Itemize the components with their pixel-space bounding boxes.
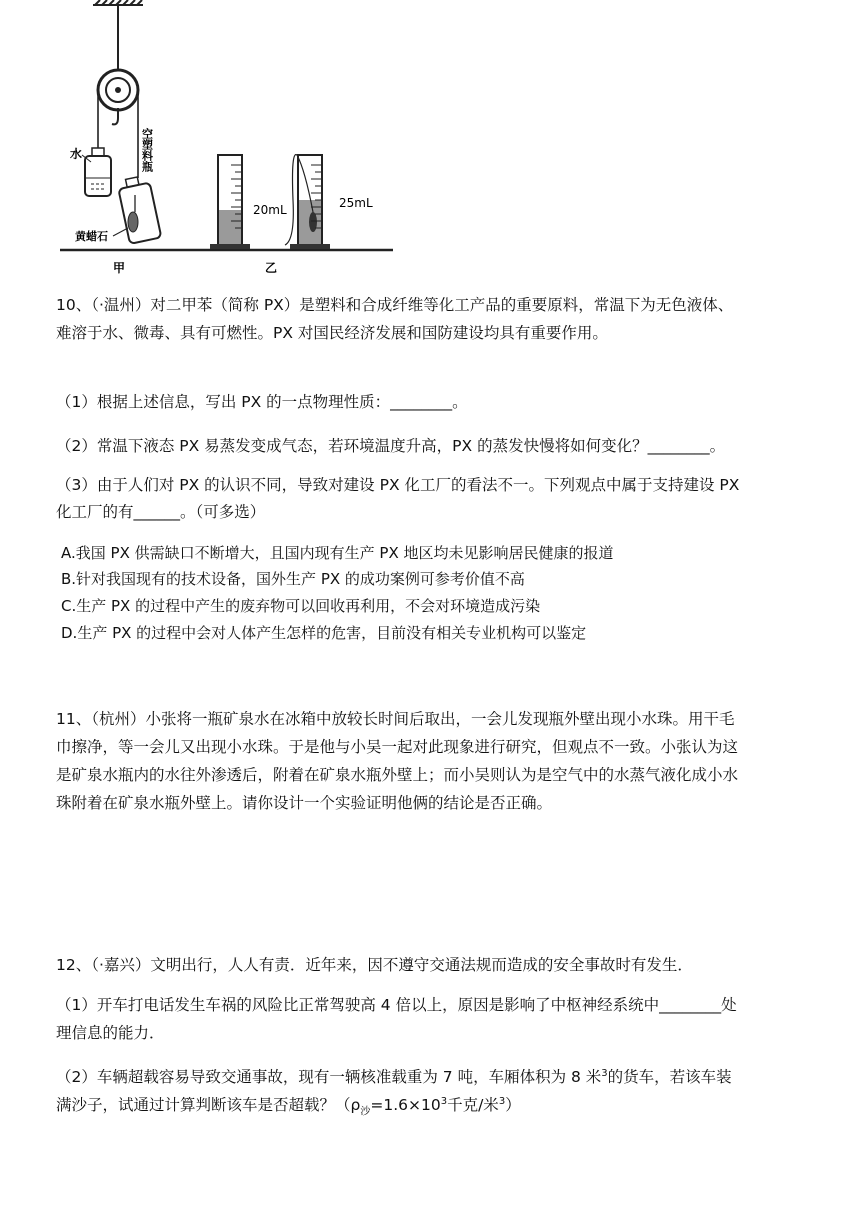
q10-subq2: （2）常温下液态 PX 易蒸发变成气态，若环境温度升高，PX 的蒸发快慢将如何变化？________。	[56, 437, 726, 455]
q10-stem-line2: 难溶于水、微毒、具有可燃性。PX 对国民经济发展和国防建设均具有重要作用。	[56, 324, 608, 342]
plastic-bottle	[117, 175, 162, 244]
label-yi: 乙	[265, 261, 278, 275]
label-20ml: 20mL	[253, 203, 287, 217]
q11-stem-line3: 是矿泉水瓶内的水往外渗透后，附着在矿泉水瓶外壁上；而小吴则认为是空气中的水蒸气液化成小水	[56, 766, 739, 784]
q11-stem-line2: 巾擦净，等一会儿又出现小水珠。于是他与小吴一起对此现象进行研究，但观点不一致。小张认为这	[56, 738, 739, 756]
q10-subq3-line1: （3）由于人们对 PX 的认识不同，导致对建设 PX 化工厂的看法不一。下列观点中属于支持建设 PX	[56, 476, 740, 494]
q10-subq1: （1）根据上述信息，写出 PX 的一点物理性质：________。	[56, 393, 468, 411]
water-bottle	[85, 148, 111, 196]
label-jia: 甲	[113, 261, 126, 275]
q10-option-d: D.生产 PX 的过程中会对人体产生怎样的危害，目前没有相关专业机构可以鉴定	[61, 624, 587, 642]
ceiling-support	[93, 0, 143, 75]
label-water: 水	[70, 147, 83, 161]
label-plastic-bottle: 空塑料瓶	[140, 128, 154, 172]
q12-subq1-line2: 理信息的能力．	[56, 1024, 165, 1042]
q12-subq2-line2: 满沙子，试通过计算判断该车是否超载？（$\rho_沙=1.6\times 10^3$千克/米$^3$）	[56, 1096, 521, 1118]
q10-stem-line1: 10、（·温州）对二甲苯（简称 PX）是塑料和合成纤维等化工产品的重要原料，常温下为无色液体、	[56, 296, 734, 314]
q12-subq2-line1: （2）车辆超载容易导致交通事故，现有一辆核准载重为 7 吨，车厢体积为 8 米$^3$的货车，若该车装	[56, 1068, 732, 1087]
measuring-cylinder-1	[210, 155, 250, 249]
q11-stem-line1: 11、（杭州）小张将一瓶矿泉水在冰箱中放较长时间后取出，一会儿发现瓶外壁出现小水珠。用干毛	[56, 710, 735, 728]
measuring-cylinder-2	[285, 155, 330, 249]
q10-option-c: C.生产 PX 的过程中产生的废弃物可以回收再利用，不会对环境造成污染	[61, 597, 541, 615]
q10-option-a: A.我国 PX 供需缺口不断增大，且国内现有生产 PX 地区均未见影响居民健康的报道	[61, 544, 614, 562]
experiment-figure	[55, 0, 395, 278]
q11-stem-line4: 珠附着在矿泉水瓶外壁上。请你设计一个实验证明他俩的结论是否正确。	[56, 794, 553, 812]
pulley	[98, 70, 138, 124]
q10-option-b: B.针对我国现有的技术设备，国外生产 PX 的成功案例可参考价值不高	[61, 570, 525, 588]
q12-stem: 12、（·嘉兴）文明出行，人人有责．近年来，因不遵守交通法规而造成的安全事故时有发生．	[56, 956, 693, 974]
q12-subq1-line1: （1）开车打电话发生车祸的风险比正常驾驶高 4 倍以上，原因是影响了中枢神经系统中________处	[56, 996, 737, 1014]
label-25ml: 25mL	[339, 196, 373, 210]
label-stone: 黄蜡石	[75, 230, 108, 243]
q10-subq3-line2: 化工厂的有______。（可多选）	[56, 503, 266, 521]
